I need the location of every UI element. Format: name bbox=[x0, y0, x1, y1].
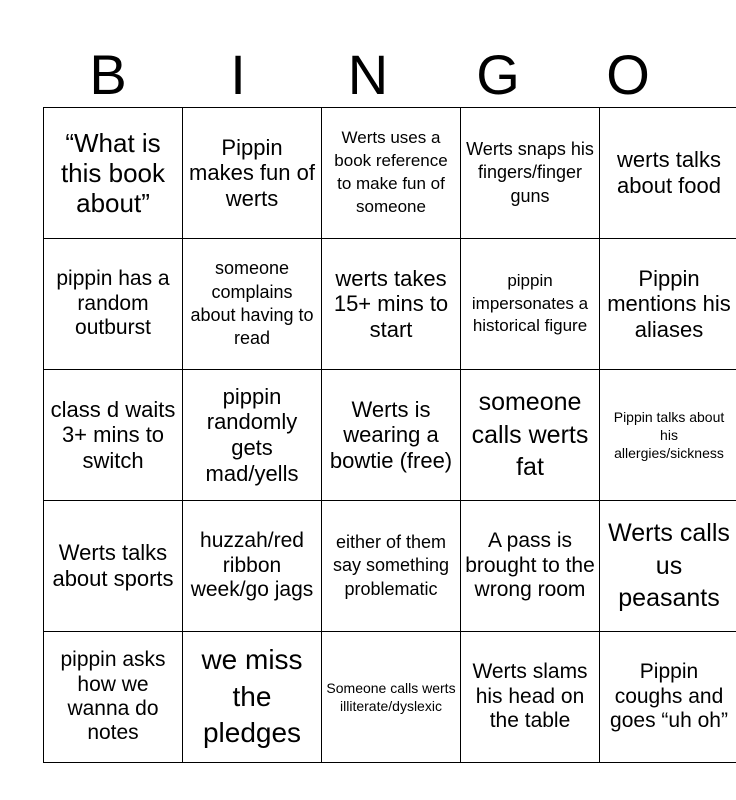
bingo-cell-n3[interactable]: Werts is wearing a bowtie (free) bbox=[322, 370, 461, 501]
bingo-cell-o2[interactable]: Pippin mentions his aliases bbox=[600, 239, 736, 370]
bingo-cell-o5[interactable]: Pippin coughs and goes “uh oh” bbox=[600, 632, 736, 763]
header-letter-i: I bbox=[230, 43, 246, 106]
bingo-cell-g3[interactable]: someone calls werts fat bbox=[461, 370, 600, 501]
header-letter-g: G bbox=[476, 43, 520, 106]
bingo-cell-o4[interactable]: Werts calls us peasants bbox=[600, 501, 736, 632]
bingo-cell-g4[interactable]: A pass is brought to the wrong room bbox=[461, 501, 600, 632]
bingo-cell-g5[interactable]: Werts slams his head on the table bbox=[461, 632, 600, 763]
bingo-cell-g1[interactable]: Werts snaps his fingers/finger guns bbox=[461, 108, 600, 239]
bingo-cell-b4[interactable]: Werts talks about sports bbox=[44, 501, 183, 632]
bingo-cell-i5[interactable]: we miss the pledges bbox=[183, 632, 322, 763]
bingo-header bbox=[43, 44, 693, 106]
bingo-cell-i2[interactable]: someone complains about having to read bbox=[183, 239, 322, 370]
board-row-1 bbox=[44, 108, 736, 239]
bingo-cell-b2[interactable]: pippin has a random outburst bbox=[44, 239, 183, 370]
bingo-cell-n4[interactable]: either of them say something problematic bbox=[322, 501, 461, 632]
bingo-cell-o1[interactable]: werts talks about food bbox=[600, 108, 736, 239]
bingo-cell-i4[interactable]: huzzah/red ribbon week/go jags bbox=[183, 501, 322, 632]
board-row-5 bbox=[44, 632, 736, 763]
bingo-cell-g2[interactable]: pippin impersonates a historical figure bbox=[461, 239, 600, 370]
bingo-cell-b1[interactable]: “What is this book about” bbox=[44, 108, 183, 239]
bingo-board bbox=[43, 107, 736, 763]
bingo-cell-b3[interactable]: class d waits 3+ mins to switch bbox=[44, 370, 183, 501]
header-letter-o: O bbox=[606, 43, 650, 106]
board-row-2 bbox=[44, 239, 736, 370]
bingo-cell-o3[interactable]: Pippin talks about his allergies/sickness bbox=[600, 370, 736, 501]
bingo-cell-i3[interactable]: pippin randomly gets mad/yells bbox=[183, 370, 322, 501]
board-row-3 bbox=[44, 370, 736, 501]
header-letter-b: B bbox=[89, 43, 127, 106]
board-row-4 bbox=[44, 501, 736, 632]
bingo-cell-n5[interactable]: Someone calls werts illiterate/dyslexic bbox=[322, 632, 461, 763]
header-letter-n: N bbox=[347, 43, 389, 106]
bingo-cell-n1[interactable]: Werts uses a book reference to make fun of someone bbox=[322, 108, 461, 239]
bingo-cell-i1[interactable]: Pippin makes fun of werts bbox=[183, 108, 322, 239]
bingo-cell-b5[interactable]: pippin asks how we wanna do notes bbox=[44, 632, 183, 763]
bingo-cell-n2[interactable]: werts takes 15+ mins to start bbox=[322, 239, 461, 370]
